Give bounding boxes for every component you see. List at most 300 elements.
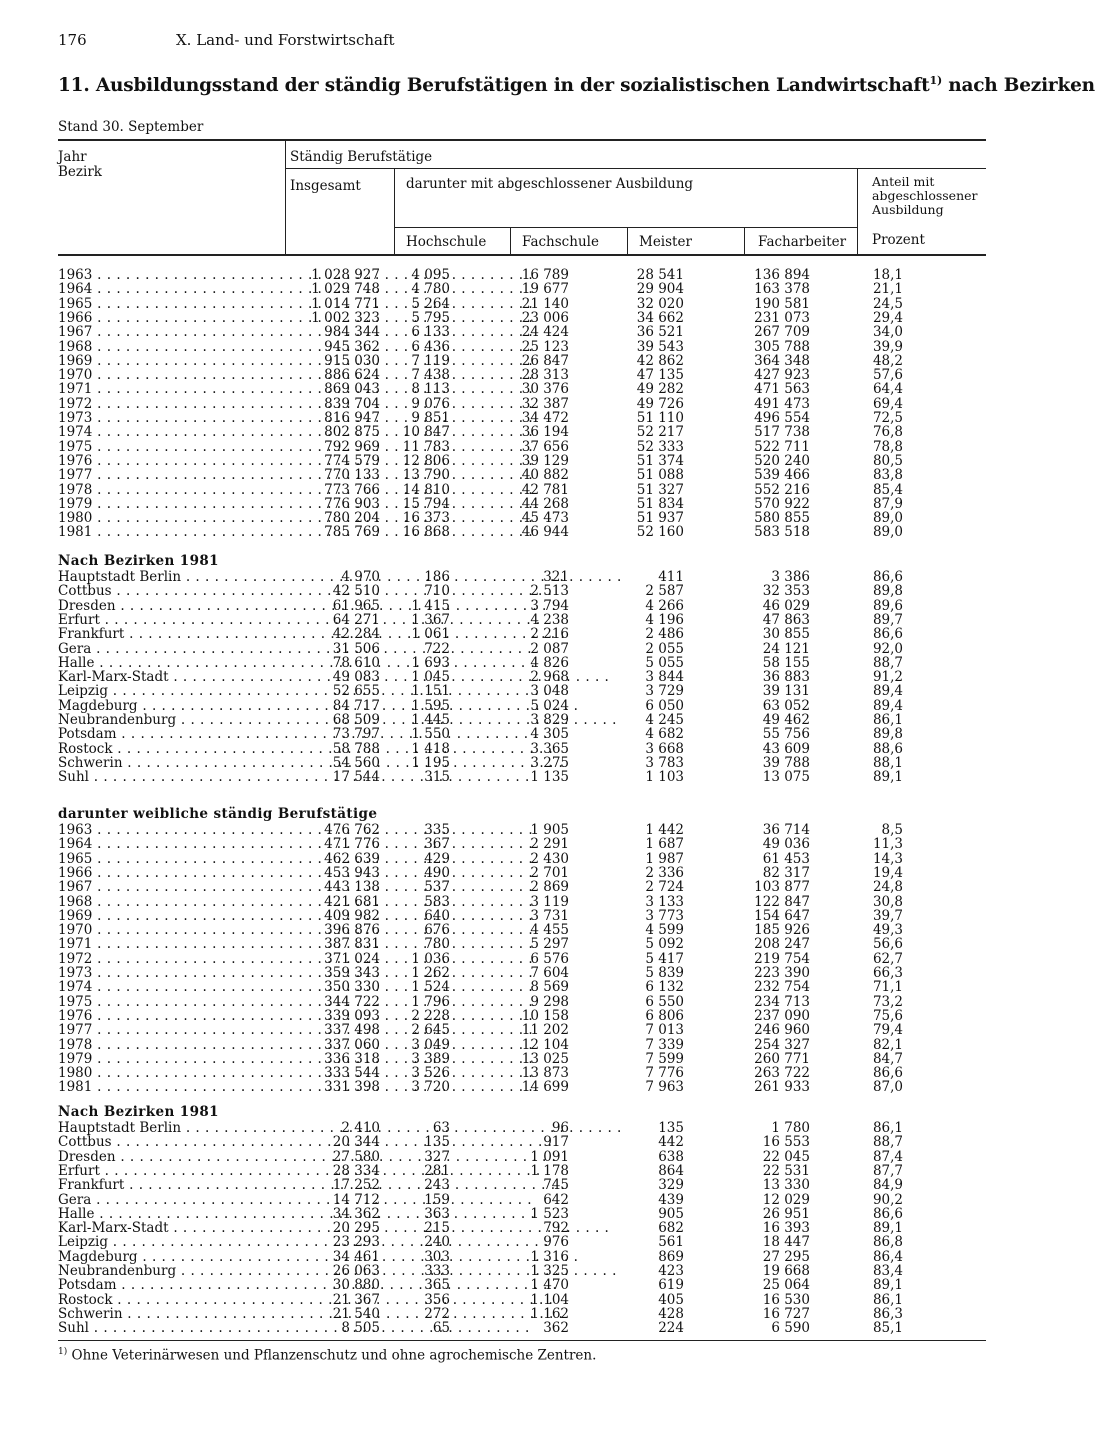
cell-hochschule: 365 (424, 1277, 450, 1294)
row-label: Leipzig . . . (58, 684, 273, 698)
row-label: Frankfurt . . . (58, 1178, 273, 1192)
table-row (58, 1250, 908, 1264)
cell-meister: 29 904 (636, 281, 684, 298)
cell-hochschule: 1 550 (411, 726, 450, 743)
cell-meister: 51 088 (636, 467, 684, 484)
cell-insgesamt: 27 580 (332, 1148, 380, 1165)
cell-hochschule: 1 415 (411, 597, 450, 614)
cell-hochschule: 281 (424, 1162, 450, 1179)
cell-facharbeiter: 16 393 (762, 1220, 810, 1237)
cell-insgesamt: 21 540 (332, 1305, 380, 1322)
cell-facharbeiter: 520 240 (754, 452, 810, 469)
cell-facharbeiter: 103 877 (754, 879, 810, 896)
cell-hochschule: 159 (424, 1191, 450, 1208)
cell-prozent: 8,5 (881, 822, 903, 838)
cell-hochschule: 1 796 (411, 993, 450, 1010)
cell-insgesamt: 31 506 (332, 640, 380, 657)
cell-insgesamt: 333 544 (324, 1065, 380, 1082)
cell-facharbeiter: 25 064 (762, 1277, 810, 1294)
table-row (58, 1023, 908, 1037)
cell-fachschule: 36 194 (521, 424, 569, 441)
cell-fachschule: 16 789 (521, 267, 569, 283)
cell-hochschule: 215 (424, 1220, 450, 1237)
cell-prozent: 19,4 (872, 864, 903, 881)
table-row (58, 483, 908, 497)
cell-fachschule: 13 873 (521, 1065, 569, 1082)
table-row (58, 837, 908, 851)
row-label: 1980 . . . (58, 511, 273, 525)
cell-meister: 4 196 (645, 611, 684, 628)
cell-prozent: 87,7 (872, 1162, 903, 1179)
row-label: Karl-Marx-Stadt . . . (58, 670, 273, 684)
cell-facharbeiter: 232 754 (754, 979, 810, 996)
cell-prozent: 11,3 (872, 836, 903, 853)
cell-meister: 224 (658, 1320, 684, 1337)
cell-prozent: 86,3 (872, 1305, 903, 1322)
column-header-prozent: Prozent (872, 232, 925, 248)
row-label: Karl-Marx-Stadt . . . (58, 1221, 273, 1235)
cell-meister: 5 839 (645, 965, 684, 981)
cell-fachschule: 2 869 (530, 879, 569, 896)
cell-fachschule: 37 656 (521, 438, 569, 455)
cell-insgesamt: 476 762 (324, 822, 380, 838)
cell-meister: 561 (658, 1234, 684, 1251)
column-header-facharbeiter: Facharbeiter (758, 234, 847, 250)
row-label: Magdeburg . . . (58, 699, 273, 713)
row-label: 1966 . . . (58, 311, 273, 325)
cell-hochschule: 6 436 (411, 338, 450, 355)
cell-insgesamt: 776 903 (324, 495, 380, 512)
table-title (58, 74, 1095, 96)
cell-hochschule: 537 (424, 879, 450, 896)
cell-prozent: 69,4 (872, 395, 903, 412)
cell-prozent: 86,1 (872, 1120, 903, 1136)
cell-facharbeiter: 522 711 (754, 438, 810, 455)
cell-prozent: 80,5 (872, 452, 903, 469)
cell-meister: 4 682 (645, 726, 684, 743)
cell-fachschule: 32 387 (521, 395, 569, 412)
cell-meister: 638 (658, 1148, 684, 1165)
cell-prozent: 86,6 (872, 569, 903, 585)
cell-hochschule: 272 (424, 1305, 450, 1322)
table-row (58, 713, 908, 727)
cell-insgesamt: 780 204 (324, 510, 380, 527)
cell-fachschule: 1 178 (530, 1162, 569, 1179)
header-bottom-rule (58, 254, 986, 256)
row-label: 1975 . . . (58, 440, 273, 454)
row-label: 1979 . . . (58, 497, 273, 511)
cell-insgesamt: 359 343 (324, 965, 380, 981)
cell-hochschule: 6 133 (411, 324, 450, 341)
cell-fachschule: 9 298 (530, 993, 569, 1010)
table-row (58, 1052, 908, 1066)
cell-insgesamt: 21 367 (332, 1291, 380, 1308)
cell-hochschule: 583 (424, 893, 450, 910)
column-header-anteil-line1: Anteil mit (872, 174, 935, 189)
cell-facharbeiter: 22 531 (762, 1162, 810, 1179)
table-row (58, 468, 908, 482)
table-row (58, 1278, 908, 1292)
row-label: 1981 . . . (58, 1080, 273, 1094)
column-header-darunter: darunter mit abgeschlossener Ausbildung (406, 176, 694, 192)
cell-meister: 442 (658, 1134, 684, 1151)
table-title-tail: nach Bezirken (941, 75, 1095, 97)
cell-hochschule: 335 (424, 822, 450, 838)
cell-meister: 32 020 (636, 295, 684, 312)
cell-fachschule: 28 313 (521, 367, 569, 384)
cell-prozent: 56,6 (872, 936, 903, 953)
cell-fachschule: 96 (551, 1120, 569, 1136)
section-heading-weiblich: darunter weibliche ständig Berufstätige (58, 806, 378, 822)
cell-insgesamt: 42 510 (332, 583, 380, 600)
cell-meister: 2 055 (645, 640, 684, 657)
cell-prozent: 24,5 (872, 295, 903, 312)
row-label: 1968 . . . (58, 340, 273, 354)
cell-insgesamt: 471 776 (324, 836, 380, 853)
table-row (58, 368, 908, 382)
cell-facharbeiter: 47 863 (762, 611, 810, 628)
cell-insgesamt: 453 943 (324, 864, 380, 881)
cell-insgesamt: 443 138 (324, 879, 380, 896)
cell-insgesamt: 78 610 (332, 654, 380, 671)
cell-hochschule: 1 367 (411, 611, 450, 628)
cell-facharbeiter: 36 714 (762, 822, 810, 838)
column-header-hochschule: Hochschule (406, 234, 487, 250)
cell-insgesamt: 68 509 (332, 712, 380, 728)
cell-facharbeiter: 364 348 (754, 352, 810, 369)
cell-facharbeiter: 39 788 (762, 754, 810, 771)
cell-facharbeiter: 583 518 (754, 524, 810, 541)
cell-hochschule: 429 (424, 850, 450, 867)
row-label: 1977 . . . (58, 468, 273, 482)
cell-hochschule: 3 049 (411, 1036, 450, 1053)
cell-meister: 52 160 (636, 524, 684, 541)
cell-insgesamt: 26 063 (332, 1263, 380, 1279)
cell-prozent: 89,4 (872, 697, 903, 714)
cell-meister: 1 987 (645, 850, 684, 867)
cell-facharbeiter: 30 855 (762, 626, 810, 643)
table-row (58, 570, 908, 584)
cell-hochschule: 10 847 (402, 424, 450, 441)
cell-facharbeiter: 58 155 (762, 654, 810, 671)
cell-fachschule: 42 781 (521, 481, 569, 498)
cell-prozent: 87,9 (872, 495, 903, 512)
cell-hochschule: 9 851 (411, 410, 450, 426)
cell-facharbeiter: 1 780 (771, 1120, 810, 1136)
column-header-meister: Meister (639, 234, 692, 250)
row-label: Cottbus . . . (58, 584, 273, 598)
cell-insgesamt: 4 970 (341, 569, 380, 585)
cell-meister: 51 110 (636, 410, 684, 426)
cell-facharbeiter: 231 073 (754, 309, 810, 326)
cell-hochschule: 1 262 (411, 965, 450, 981)
cell-insgesamt: 344 722 (324, 993, 380, 1010)
cell-hochschule: 2 645 (411, 1022, 450, 1039)
cell-fachschule: 40 882 (521, 467, 569, 484)
table-row (58, 656, 908, 670)
header-divider-meister (744, 228, 745, 254)
row-label: Schwerin . . . (58, 1307, 273, 1321)
cell-fachschule: 362 (543, 1320, 569, 1337)
cell-insgesamt: 331 398 (324, 1079, 380, 1096)
cell-prozent: 89,8 (872, 726, 903, 743)
cell-prozent: 92,0 (872, 640, 903, 657)
cell-meister: 869 (658, 1248, 684, 1265)
cell-meister: 1 103 (645, 769, 684, 786)
cell-facharbeiter: 305 788 (754, 338, 810, 355)
cell-fachschule: 1 470 (530, 1277, 569, 1294)
row-label: Magdeburg . . . (58, 1250, 273, 1264)
cell-prozent: 14,3 (872, 850, 903, 867)
row-label: 1969 . . . (58, 909, 273, 923)
cell-insgesamt: 785 769 (324, 524, 380, 541)
row-label: Hauptstadt Berlin . . . (58, 1121, 273, 1135)
cell-meister: 2 336 (645, 864, 684, 881)
cell-prozent: 83,4 (872, 1263, 903, 1279)
table-row (58, 1038, 908, 1052)
cell-fachschule: 46 944 (521, 524, 569, 541)
cell-insgesamt: 816 947 (324, 410, 380, 426)
cell-hochschule: 315 (424, 769, 450, 786)
table-row (58, 282, 908, 296)
row-label: 1972 . . . (58, 952, 273, 966)
cell-prozent: 89,8 (872, 583, 903, 600)
row-label: 1971 . . . (58, 382, 273, 396)
table-row (58, 454, 908, 468)
cell-insgesamt: 339 093 (324, 1007, 380, 1024)
row-label: 1973 . . . (58, 411, 273, 425)
table-row (58, 952, 908, 966)
cell-fachschule: 3 829 (530, 712, 569, 728)
header-divider-hochschule (510, 228, 511, 254)
cell-insgesamt: 421 681 (324, 893, 380, 910)
cell-prozent: 86,4 (872, 1248, 903, 1265)
table-title-main: 11. Ausbildungsstand der ständig Berufstätigen in der sozialistischen Landwirtschaft (58, 75, 930, 97)
cell-hochschule: 16 868 (402, 524, 450, 541)
cell-facharbeiter: 471 563 (754, 381, 810, 398)
cell-fachschule: 2 216 (530, 626, 569, 643)
row-label: 1965 . . . (58, 852, 273, 866)
cell-hochschule: 186 (424, 569, 450, 585)
cell-insgesamt: 1 002 323 (311, 309, 380, 326)
cell-prozent: 29,4 (872, 309, 903, 326)
cell-fachschule: 34 472 (521, 410, 569, 426)
cell-hochschule: 1 418 (411, 740, 450, 757)
cell-meister: 4 266 (645, 597, 684, 614)
row-label: 1974 . . . (58, 980, 273, 994)
cell-prozent: 88,7 (872, 654, 903, 671)
row-label: 1980 . . . (58, 1066, 273, 1080)
cell-insgesamt: 371 024 (324, 950, 380, 967)
table-row (58, 1193, 908, 1207)
cell-meister: 51 374 (636, 452, 684, 469)
table-row (58, 980, 908, 994)
cell-facharbeiter: 22 045 (762, 1148, 810, 1165)
row-label: 1975 . . . (58, 995, 273, 1009)
table-row (58, 895, 908, 909)
cell-insgesamt: 770 133 (324, 467, 380, 484)
table-row (58, 354, 908, 368)
table-row (58, 1307, 908, 1321)
cell-insgesamt: 984 344 (324, 324, 380, 341)
cell-prozent: 34,0 (872, 324, 903, 341)
reference-date: Stand 30. September (58, 119, 204, 135)
table-row (58, 340, 908, 354)
cell-prozent: 88,6 (872, 740, 903, 757)
cell-prozent: 86,1 (872, 1291, 903, 1308)
cell-meister: 5 055 (645, 654, 684, 671)
cell-meister: 428 (658, 1305, 684, 1322)
cell-meister: 36 521 (636, 324, 684, 341)
cell-fachschule: 792 (543, 1220, 569, 1237)
cell-hochschule: 7 119 (411, 352, 450, 369)
row-label: Neubrandenburg . . . (58, 713, 273, 727)
cell-insgesamt: 387 831 (324, 936, 380, 953)
cell-hochschule: 1 195 (411, 754, 450, 771)
cell-hochschule: 4 095 (411, 267, 450, 283)
cell-fachschule: 4 305 (530, 726, 569, 743)
cell-prozent: 71,1 (872, 979, 903, 996)
cell-hochschule: 5 264 (411, 295, 450, 312)
row-label: 1970 . . . (58, 923, 273, 937)
cell-fachschule: 44 268 (521, 495, 569, 512)
cell-fachschule: 1 162 (530, 1305, 569, 1322)
cell-fachschule: 2 430 (530, 850, 569, 867)
cell-fachschule: 321 (543, 569, 569, 585)
cell-insgesamt: 1 028 927 (311, 267, 380, 283)
cell-meister: 3 783 (645, 754, 684, 771)
row-label: Suhl . . . (58, 1321, 273, 1335)
table-row (58, 852, 908, 866)
cell-meister: 2 724 (645, 879, 684, 896)
cell-insgesamt: 337 060 (324, 1036, 380, 1053)
table-row (58, 1121, 908, 1135)
cell-meister: 3 133 (645, 893, 684, 910)
cell-meister: 619 (658, 1277, 684, 1294)
table-row (58, 311, 908, 325)
cell-insgesamt: 42 284 (332, 626, 380, 643)
cell-facharbeiter: 13 330 (762, 1177, 810, 1194)
cell-meister: 7 599 (645, 1050, 684, 1067)
cell-fachschule: 10 158 (521, 1007, 569, 1024)
cell-insgesamt: 61 965 (332, 597, 380, 614)
cell-fachschule: 25 123 (521, 338, 569, 355)
table-row (58, 1178, 908, 1192)
cell-fachschule: 14 699 (521, 1079, 569, 1096)
cell-prozent: 83,8 (872, 467, 903, 484)
cell-fachschule: 24 424 (521, 324, 569, 341)
cell-facharbeiter: 427 923 (754, 367, 810, 384)
cell-insgesamt: 1 029 748 (311, 281, 380, 298)
table-row (58, 823, 908, 837)
header-group-rule (286, 168, 986, 169)
cell-meister: 52 217 (636, 424, 684, 441)
row-label: 1967 . . . (58, 880, 273, 894)
table-row (58, 584, 908, 598)
cell-meister: 3 729 (645, 683, 684, 700)
cell-insgesamt: 802 875 (324, 424, 380, 441)
row-label: 1976 . . . (58, 1009, 273, 1023)
table-row (58, 297, 908, 311)
footnote-rule (58, 1340, 986, 1341)
cell-facharbeiter: 163 378 (754, 281, 810, 298)
cell-facharbeiter: 12 029 (762, 1191, 810, 1208)
cell-prozent: 21,1 (872, 281, 903, 298)
cell-prozent: 91,2 (872, 669, 903, 686)
cell-meister: 329 (658, 1177, 684, 1194)
cell-fachschule: 30 376 (521, 381, 569, 398)
cell-hochschule: 722 (424, 640, 450, 657)
row-label: 1973 . . . (58, 966, 273, 980)
cell-insgesamt: 17 252 (332, 1177, 380, 1194)
table-row (58, 1235, 908, 1249)
cell-facharbeiter: 6 590 (771, 1320, 810, 1337)
cell-meister: 905 (658, 1205, 684, 1222)
row-label: 1979 . . . (58, 1052, 273, 1066)
cell-insgesamt: 58 788 (332, 740, 380, 757)
cell-hochschule: 63 (432, 1120, 450, 1136)
cell-fachschule: 2 701 (530, 864, 569, 881)
cell-hochschule: 363 (424, 1205, 450, 1222)
cell-hochschule: 1 151 (411, 683, 450, 700)
row-label: Neubrandenburg . . . (58, 1264, 273, 1278)
header-divider-insgesamt (394, 168, 395, 254)
cell-fachschule: 5 024 (530, 697, 569, 714)
cell-meister: 1 442 (645, 822, 684, 838)
row-label: Gera . . . (58, 1193, 273, 1207)
cell-meister: 6 050 (645, 697, 684, 714)
cell-prozent: 88,1 (872, 754, 903, 771)
cell-hochschule: 135 (424, 1134, 450, 1151)
cell-insgesamt: 20 295 (332, 1220, 380, 1237)
cell-facharbeiter: 237 090 (754, 1007, 810, 1024)
cell-hochschule: 4 780 (411, 281, 450, 298)
table-row (58, 1164, 908, 1178)
cell-facharbeiter: 190 581 (754, 295, 810, 312)
cell-fachschule: 45 473 (521, 510, 569, 527)
cell-prozent: 64,4 (872, 381, 903, 398)
cell-hochschule: 11 783 (402, 438, 450, 455)
cell-hochschule: 356 (424, 1291, 450, 1308)
cell-facharbeiter: 580 855 (754, 510, 810, 527)
cell-hochschule: 1 693 (411, 654, 450, 671)
row-label: 1963 . . . (58, 823, 273, 837)
cell-facharbeiter: 185 926 (754, 922, 810, 939)
cell-hochschule: 1 061 (411, 626, 450, 643)
cell-fachschule: 3 794 (530, 597, 569, 614)
cell-facharbeiter: 55 756 (762, 726, 810, 743)
cell-fachschule: 642 (543, 1191, 569, 1208)
cell-meister: 5 092 (645, 936, 684, 953)
row-label: 1974 . . . (58, 425, 273, 439)
cell-fachschule: 1 325 (530, 1263, 569, 1279)
cell-hochschule: 7 438 (411, 367, 450, 384)
row-label: 1964 . . . (58, 282, 273, 296)
cell-hochschule: 710 (424, 583, 450, 600)
cell-facharbeiter: 246 960 (754, 1022, 810, 1039)
cell-hochschule: 14 810 (402, 481, 450, 498)
table-row (58, 1150, 908, 1164)
cell-facharbeiter: 16 530 (762, 1291, 810, 1308)
cell-fachschule: 4 455 (530, 922, 569, 939)
cell-hochschule: 327 (424, 1148, 450, 1165)
cell-prozent: 89,1 (872, 1220, 903, 1237)
cell-facharbeiter: 46 029 (762, 597, 810, 614)
cell-hochschule: 1 524 (411, 979, 450, 996)
cell-hochschule: 333 (424, 1263, 450, 1279)
cell-meister: 49 726 (636, 395, 684, 412)
row-label: 1972 . . . (58, 397, 273, 411)
